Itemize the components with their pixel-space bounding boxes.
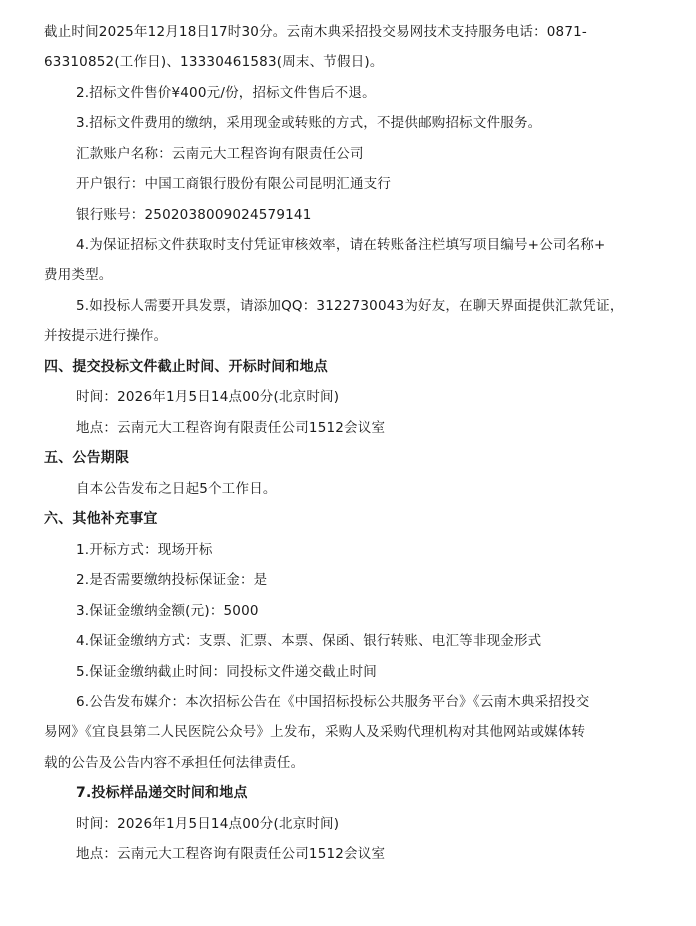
- text-line: 易网》《宜良县第二人民医院公众号》上发布，采购人及采购代理机构对其他网站或媒体转: [44, 724, 586, 740]
- text-line: 2.是否需要缴纳投标保证金：是: [76, 572, 268, 588]
- text-line: 4.为保证招标文件获取时支付凭证审核效率，请在转账备注栏填写项目编号+公司名称+: [76, 237, 606, 253]
- text-line: 地点：云南元大工程咨询有限责任公司1512会议室: [76, 846, 386, 862]
- text-line: 4.保证金缴纳方式：支票、汇票、本票、保函、银行转账、电汇等非现金形式: [76, 633, 542, 649]
- text-line: 1.开标方式：现场开标: [76, 542, 213, 558]
- text-line: 3.保证金缴纳金额(元)：5000: [76, 603, 259, 619]
- text-line: 自本公告发布之日起5个工作日。: [76, 481, 277, 497]
- text-line: 费用类型。: [44, 267, 113, 283]
- text-line: 时间：2026年1月5日14点00分(北京时间): [76, 816, 340, 832]
- text-line: 地点：云南元大工程咨询有限责任公司1512会议室: [76, 420, 386, 436]
- text-line: 开户银行：中国工商银行股份有限公司昆明汇通支行: [76, 176, 392, 192]
- text-line: 并按提示进行操作。: [44, 328, 168, 344]
- text-line: 5.如投标人需要开具发票，请添加QQ：3122730043为好友，在聊天界面提供汇款凭证，: [76, 298, 624, 314]
- text-line: 6.公告发布媒介：本次招标公告在《中国招标投标公共服务平台》《云南木典采招投交: [76, 694, 590, 710]
- text-line: 截止时间2025年12月18日17时30分。云南木典采招投交易网技术支持服务电话：0871-: [44, 24, 587, 40]
- text-line: 载的公告及公告内容不承担任何法律责任。: [44, 755, 305, 771]
- text-line: 银行账号：2502038009024579141: [76, 207, 312, 223]
- text-line: 3.招标文件费用的缴纳，采用现金或转账的方式，不提供邮购招标文件服务。: [76, 115, 542, 131]
- section-heading: 五、公告期限: [44, 450, 130, 466]
- section-heading: 四、提交投标文件截止时间、开标时间和地点: [44, 359, 328, 375]
- section-heading: 六、其他补充事宜: [44, 511, 158, 527]
- text-line: 2.招标文件售价¥400元/份，招标文件售后不退。: [76, 85, 376, 101]
- section-heading: 7.投标样品递交时间和地点: [76, 785, 248, 801]
- text-line: 5.保证金缴纳截止时间：同投标文件递交截止时间: [76, 664, 377, 680]
- text-line: 63310852(工作日)、13330461583(周末、节假日)。: [44, 54, 384, 70]
- text-line: 汇款账户名称：云南元大工程咨询有限责任公司: [76, 146, 364, 162]
- text-line: 时间：2026年1月5日14点00分(北京时间): [76, 389, 340, 405]
